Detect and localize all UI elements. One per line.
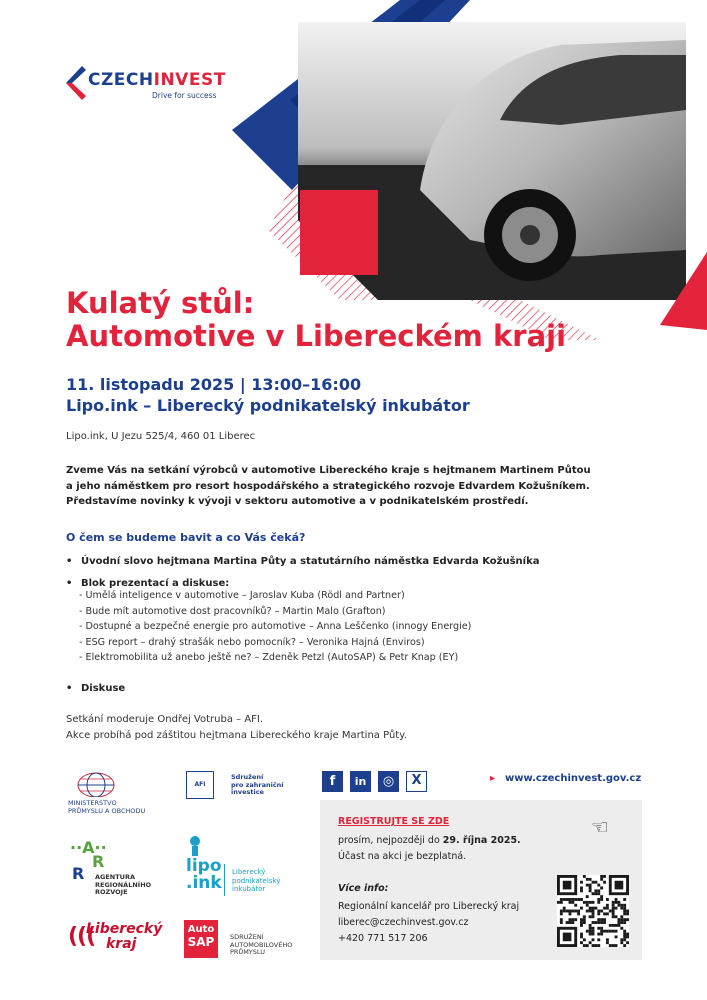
register-link[interactable]: REGISTRUJTE SE ZDE xyxy=(338,816,450,827)
arr-mark: ··A·· xyxy=(70,838,107,857)
subitem: - ESG report – drahý strašák nebo pomocník? – Veronika Hajná (Enviros) xyxy=(79,635,471,651)
subitem: - Bude mít automotive dost pracovníků? – Martin Malo (Grafton) xyxy=(79,604,471,620)
intro-line: Zveme Vás na setkání výrobců v automotive Libereckého kraje s hejtmanem Martinem Půtou xyxy=(66,465,591,476)
subitem: - Umělá inteligence v automotive – Jaroslav Kuba (Rödl and Partner) xyxy=(79,588,471,604)
arr-mark: R xyxy=(92,852,105,871)
contact-email[interactable]: liberec@czechinvest.gov.cz xyxy=(338,917,469,928)
lk-text: kraj xyxy=(106,936,137,952)
autosap-word: Auto xyxy=(187,924,215,935)
event-venue: Lipo.ink – Liberecký podnikatelský inkubátor xyxy=(66,396,470,415)
autosap-text: PRŮMYSLU xyxy=(230,948,265,956)
event-header xyxy=(66,374,470,416)
autosap-logo xyxy=(184,920,304,964)
arr-text: AGENTURA xyxy=(95,873,135,881)
x-icon[interactable]: X xyxy=(406,771,427,792)
intro-text xyxy=(66,463,626,510)
program-item: • Diskuse xyxy=(66,683,125,694)
program-item: • Úvodní slovo hejtmana Martina Půty a statutárního náměstka Edvarda Kožušníka xyxy=(66,556,539,567)
liberecky-kraj-logo xyxy=(68,920,163,960)
program-item: • Blok prezentací a diskuse: xyxy=(66,578,229,589)
title-line-2: Automotive v Libereckém kraji xyxy=(66,319,567,353)
afi-logo xyxy=(186,771,296,811)
instagram-icon[interactable]: ◎ xyxy=(378,771,399,792)
website-link[interactable]: ▸ www.czechinvest.gov.cz xyxy=(490,773,641,784)
program-heading: O čem se budeme bavit a co Vás čeká? xyxy=(66,531,306,544)
intro-line: a jeho náměstkem pro resort hospodářského a strategického rozvoje Edvardem Kožušníkem. xyxy=(66,480,590,492)
more-info-title: Více info: xyxy=(338,883,389,894)
afi-badge: AFI xyxy=(186,771,214,799)
contact-office: Regionální kancelář pro Liberecký kraj xyxy=(338,901,520,912)
mpo-text: PRŮMYSLU A OBCHODU xyxy=(68,806,146,815)
event-address: Lipo.ink, U Jezu 525/4, 460 01 Liberec xyxy=(66,431,256,442)
autosap-text: AUTOMOBILOVÉHO xyxy=(230,940,293,949)
logo-wordmark: CZECHINVEST xyxy=(88,70,226,90)
deadline-line: prosím, nejpozději do 29. října 2025. xyxy=(338,835,521,846)
lipo-wordmark xyxy=(186,858,222,892)
autosap-text: SDRUŽENÍ xyxy=(230,933,264,941)
note-line: Setkání moderuje Ondřej Votruba – AFI. xyxy=(66,714,264,725)
arr-text: REGIONÁLNÍHO xyxy=(95,880,152,889)
globe-icon xyxy=(76,771,116,797)
pointing-hand-icon: ☜ xyxy=(591,815,609,839)
free-entry-line: Účast na akci je bezplatná. xyxy=(338,851,467,862)
subitem: - Elektromobilita už anebo ještě ne? – Zdeněk Petzl (AutoSAP) & Petr Knap (EY) xyxy=(79,650,471,666)
linkedin-icon[interactable]: in xyxy=(350,771,371,792)
page-title xyxy=(66,287,566,353)
registration-text xyxy=(338,833,521,865)
autosap-word: SAP xyxy=(187,935,215,949)
subitem: - Dostupné a bezpečné energie pro automotive – Anna Leščenko (innogy Energie) xyxy=(79,619,471,635)
czechinvest-logo xyxy=(66,66,236,106)
afi-text: pro zahraniční xyxy=(231,780,284,789)
arr-logo xyxy=(70,838,170,898)
facebook-icon[interactable]: f xyxy=(322,771,343,792)
lipo-text: podnikatelský xyxy=(232,876,281,885)
moderator-note xyxy=(66,712,407,743)
afi-text: Sdružení xyxy=(231,773,264,781)
afi-text: investice xyxy=(231,788,264,796)
event-datetime: 11. listopadu 2025 | 13:00–16:00 xyxy=(66,375,362,394)
lipo-ink-logo xyxy=(186,834,306,904)
program-subitems xyxy=(79,588,471,666)
logo-chevron-icon xyxy=(66,66,86,100)
note-line: Akce probíhá pod záštitou hejtmana Libereckého kraje Martina Půty. xyxy=(66,729,407,741)
lipo-text: inkubátor xyxy=(232,885,266,893)
arr-text: ROZVOJE xyxy=(95,888,128,896)
lipo-text: Liberecký xyxy=(232,868,266,876)
autosap-badge xyxy=(184,920,218,958)
logo-tagline: Drive for success xyxy=(152,91,217,100)
contact-info xyxy=(338,899,519,947)
title-line-1: Kulatý stůl: xyxy=(66,286,255,320)
contact-phone: +420 771 517 206 xyxy=(338,933,428,944)
mpo-text: MINISTERSTVO xyxy=(68,799,117,807)
lk-stripes: ((( xyxy=(68,924,96,949)
mpo-logo xyxy=(68,771,168,817)
lipo-word: .ink xyxy=(186,873,222,893)
lk-text: Liberecký xyxy=(86,921,163,937)
lipo-word: lipo xyxy=(186,856,222,876)
intro-line: Představíme novinky k vývoji v sektoru automotive a v podnikatelském prostředí. xyxy=(66,496,529,507)
arr-mark: R xyxy=(72,864,85,883)
candy-icon xyxy=(188,834,202,856)
qr-code-icon[interactable] xyxy=(557,875,629,947)
